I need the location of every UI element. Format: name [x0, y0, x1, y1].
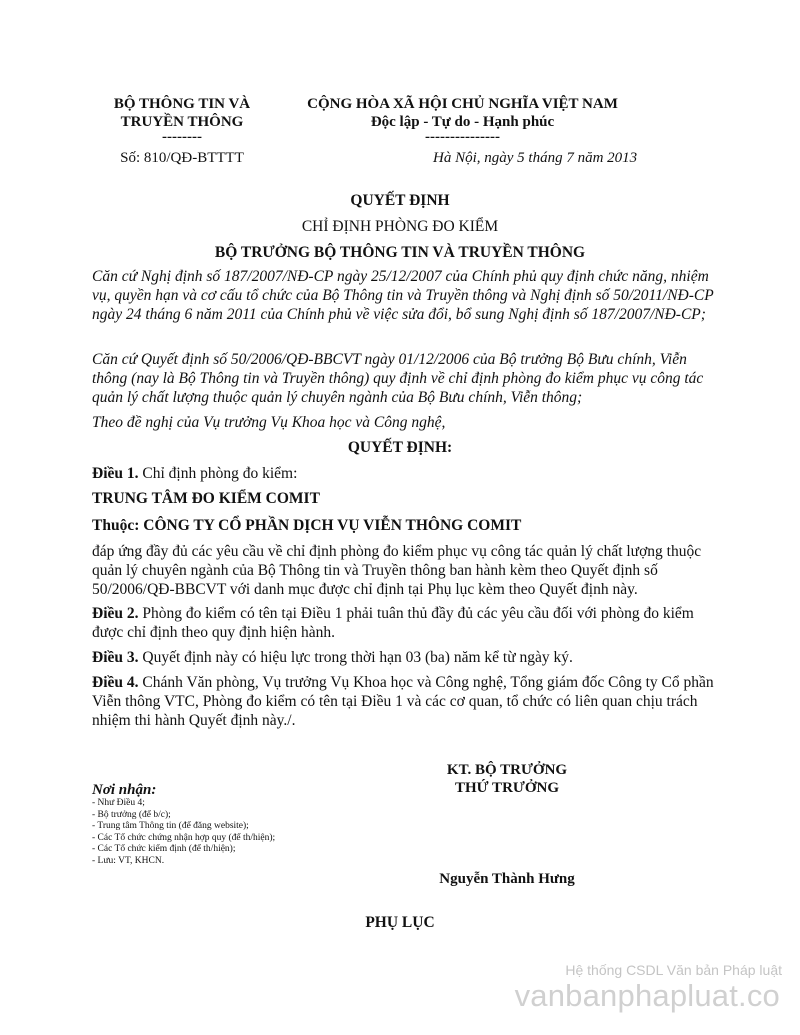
preamble-paragraph-2: Căn cứ Quyết định số 50/2006/QĐ-BBCVT ngày 01/12/2006 của Bộ trưởng Bộ Bưu chính, Viễn thông (nay là Bộ Thông tin và Truyền thông) quy định về chỉ định phòng đo kiểm phục vụ công tác quản lý chất lượng thuộc quản lý chuyên ngành của Bộ Bưu chính, Viễn thông; — [92, 351, 704, 406]
recipient-item: - Bộ trưởng (để b/c); — [92, 809, 171, 820]
article-2-text: Phòng đo kiểm có tên tại Điều 1 phải tuân thủ đầy đủ các yêu cầu đối với phòng đo kiểm được chỉ định theo quy định hiện hành. — [92, 605, 694, 641]
watermark-line2: vanbanphapluat.co — [514, 978, 780, 1013]
lab-owner-label: Thuộc: — [92, 517, 144, 534]
recipient-item: - Trung tâm Thông tin (để đăng website); — [92, 821, 249, 831]
place-and-date: Hà Nội, ngày 5 tháng 7 năm 2013 — [433, 150, 638, 166]
article-1-body: đáp ứng đầy đủ các yêu cầu về chỉ định phòng đo kiểm phục vụ công tác quản lý chất lượng thuộc quản lý chuyên ngành của Bộ Thông tin và Truyền thông ban hành kèm theo Quyết định số 50/2006/QĐ-BBCVT với danh mục được chỉ định tại Phụ lục kèm theo Quyết định này. — [92, 543, 702, 598]
article-3-text: Quyết định này có hiệu lực trong thời hạn 03 (ba) năm kể từ ngày ký. — [138, 649, 573, 666]
issuing-agency-line2: TRUYỀN THÔNG — [120, 114, 244, 130]
preamble-paragraph-3: Theo đề nghị của Vụ trưởng Vụ Khoa học và Công nghệ, — [92, 414, 446, 431]
article-2 — [92, 604, 720, 642]
preamble-paragraph-1: Căn cứ Nghị định số 187/2007/NĐ-CP ngày 25/12/2007 của Chính phủ quy định chức năng, nhiệm vụ, quyền hạn và cơ cấu tổ chức của Bộ Thông tin và Truyền thông và Nghị định số 50/2011/NĐ-CP ngày 24 tháng 6 năm 2011 của Chính phủ về việc sửa đổi, bổ sung Nghị định số 187/2007/NĐ-CP; — [92, 268, 714, 323]
article-1-text: Chỉ định phòng đo kiểm: — [138, 465, 298, 482]
lab-owner-name: CÔNG TY CỔ PHẦN DỊCH VỤ VIỄN THÔNG COMIT — [143, 517, 522, 534]
motto-separator: --------------- — [425, 129, 500, 145]
article-1-label: Điều 1. — [92, 465, 139, 482]
issuer-title: BỘ TRƯỞNG BỘ THÔNG TIN VÀ TRUYỀN THÔNG — [214, 244, 586, 261]
decides-heading: QUYẾT ĐỊNH: — [347, 439, 453, 456]
article-4-label: Điều 4. — [92, 674, 139, 691]
recipient-item: - Như Điều 4; — [92, 798, 145, 808]
signature-title: THỨ TRƯỞNG — [454, 780, 560, 796]
article-4-text: Chánh Văn phòng, Vụ trưởng Vụ Khoa học và Công nghệ, Tổng giám đốc Công ty Cổ phần Viễn thông VTC, Phòng đo kiểm có tên tại Điều 1 và các cơ quan, tổ chức có liên quan chịu trách nhiệm thi hành Quyết định này./. — [92, 674, 714, 729]
recipient-item: - Lưu: VT, KHCN. — [92, 855, 165, 866]
lab-name: TRUNG TÂM ĐO KIỂM COMIT — [92, 490, 320, 507]
document-subject: CHỈ ĐỊNH PHÒNG ĐO KIỂM — [301, 218, 499, 235]
article-3 — [92, 648, 720, 667]
recipients-list — [92, 798, 352, 867]
article-4 — [92, 673, 720, 730]
issuing-agency-line1: BỘ THÔNG TIN VÀ — [113, 96, 251, 112]
article-3-label: Điều 3. — [92, 649, 139, 666]
signer-name: Nguyễn Thành Hưng — [439, 871, 575, 887]
agency-separator: -------- — [162, 129, 202, 145]
signature-authority: KT. BỘ TRƯỞNG — [446, 762, 568, 778]
article-1 — [92, 464, 720, 483]
lab-owner — [92, 516, 720, 535]
appendix-title: PHỤ LỤC — [365, 914, 435, 931]
national-title: CỘNG HÒA XÃ HỘI CHỦ NGHĨA VIỆT NAM — [307, 96, 618, 112]
recipients-heading: Nơi nhận: — [92, 782, 157, 798]
national-motto: Độc lập - Tự do - Hạnh phúc — [370, 114, 555, 130]
watermark-line1: Hệ thống CSDL Văn bản Pháp luật — [565, 962, 782, 978]
document-number: Số: 810/QĐ-BTTTT — [120, 150, 244, 166]
recipient-item: - Các Tổ chức chứng nhận hợp quy (để th/hiện); — [92, 832, 276, 843]
recipient-item: - Các Tổ chức kiểm định (để th/hiện); — [92, 844, 236, 854]
document-type-title: QUYẾT ĐỊNH — [350, 192, 450, 209]
article-2-label: Điều 2. — [92, 605, 139, 622]
